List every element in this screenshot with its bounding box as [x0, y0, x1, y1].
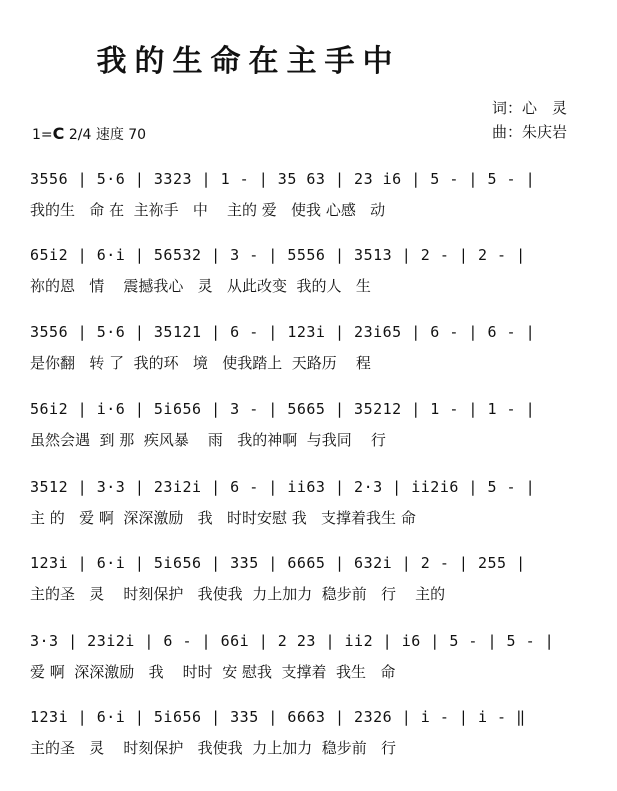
- notation-line-4: 56i2 | i·6 | 5i656 | 3 - | 5665 | 35212 | 1 - | 1 - |: [30, 400, 536, 418]
- lyrics-line-4: 虽然会遇 到 那 疾风暴 雨 我的神啊 与我同 行: [30, 431, 386, 449]
- lyrics-line-3: 是你翻 转 了 我的环 境 使我踏上 天路历 程: [30, 354, 371, 372]
- notation-line-2: 65i2 | 6·i | 56532 | 3 - | 5556 | 3513 | 2 - | 2 - |: [30, 246, 526, 264]
- key-tempo-info: [32, 124, 146, 144]
- lyrics-line-1: 我的生 命 在 主祢手 中 主的 爱 使我 心感 动: [30, 201, 386, 219]
- lyrics-line-5: 主 的 爱 啊 深深激励 我 时时安慰 我 支撑着我生 命: [30, 509, 416, 527]
- notation-line-5: 3512 | 3·3 | 23i2i | 6 - | ii63 | 2·3 | ii2i6 | 5 - |: [30, 478, 536, 496]
- composer-credit: 曲：朱庆岩: [492, 123, 568, 141]
- notation-line-8: 123i | 6·i | 5i656 | 335 | 6663 | 2326 | i - | i - ‖: [30, 708, 526, 726]
- notation-line-6: 123i | 6·i | 5i656 | 335 | 6665 | 632i | 2 - | 255 |: [30, 554, 526, 572]
- lyricist-credit: 词：心 灵: [492, 99, 568, 117]
- lyrics-line-6: 主的圣 灵 时刻保护 我使我 力上加力 稳步前 行 主的: [30, 585, 446, 603]
- notation-line-1: 3556 | 5·6 | 3323 | 1 - | 35 63 | 23 i6 | 5 - | 5 - |: [30, 170, 536, 188]
- time-tempo: 2/4 速度 70: [64, 127, 147, 143]
- notation-line-7: 3·3 | 23i2i | 6 - | 66i | 2 23 | ii2 | i6 | 5 - | 5 - |: [30, 632, 555, 650]
- lyrics-line-7: 爱 啊 深深激励 我 时时 安 慰我 支撑着 我生 命: [30, 663, 396, 681]
- lyrics-line-8: 主的圣 灵 时刻保护 我使我 力上加力 稳步前 行: [30, 739, 397, 757]
- song-title: 我的生命在主手中: [96, 44, 401, 79]
- lyrics-line-2: 祢的恩 情 震撼我心 灵 从此改变 我的人 生: [30, 277, 371, 295]
- key-prefix: 1=: [32, 127, 53, 143]
- key-letter: C: [52, 124, 65, 143]
- notation-line-3: 3556 | 5·6 | 35121 | 6 - | 123i | 23i65 | 6 - | 6 - |: [30, 323, 536, 341]
